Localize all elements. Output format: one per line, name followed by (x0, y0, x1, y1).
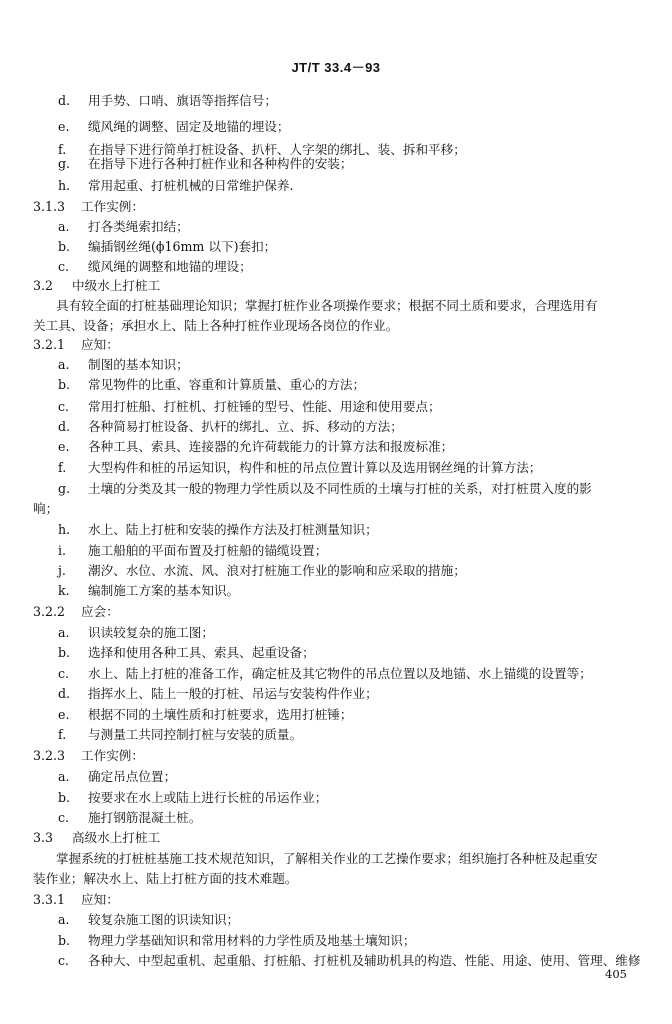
item-text: 物理力学基础知识和常用材料的力学性质及地基土壤知识； (88, 933, 416, 948)
item-label: e. (58, 707, 70, 722)
list-item (58, 154, 352, 173)
item-label: f. (58, 460, 67, 475)
list-item (58, 437, 453, 456)
item-label: d. (58, 419, 71, 434)
paragraph-line: 响； (33, 501, 59, 516)
page-header: JT/T 33.4－93 (291, 60, 381, 75)
section-heading (33, 746, 144, 765)
item-label: e. (58, 439, 70, 454)
item-text: 水上、陆上打桩和安装的操作方法及打桩测量知识； (88, 522, 378, 537)
list-item (58, 417, 403, 436)
item-text: 较复杂施工图的识读知识； (88, 912, 240, 927)
item-text: 常用起重、打桩机械的日常维护保养. (88, 178, 294, 193)
list-item (58, 808, 201, 827)
item-label: c. (58, 259, 70, 274)
section-number: 3.3 (33, 830, 54, 845)
item-text: 根据不同的土壤性质和打桩要求，选用打桩锤； (88, 707, 353, 722)
item-label: c. (58, 810, 70, 825)
list-item (58, 397, 441, 416)
list-item (58, 479, 592, 498)
item-label: h. (58, 178, 71, 193)
section-heading (33, 276, 160, 295)
list-item (58, 257, 252, 276)
paragraph-line: 具有较全面的打桩基础理论知识；掌握打桩作业各项操作要求；根据不同土质和要求，合理选用有 (56, 298, 598, 313)
list-item (58, 541, 327, 560)
section-number: 3.2.1 (33, 337, 66, 352)
section-title: 工作实例： (81, 199, 144, 214)
list-item (58, 520, 378, 539)
list-item (58, 237, 276, 256)
list-item (58, 664, 592, 683)
section-heading (33, 197, 144, 216)
item-text: 选择和使用各种工具、索具、起重设备； (88, 645, 315, 660)
item-label: e. (58, 119, 70, 134)
section-title: 高级水上打桩工 (72, 830, 161, 845)
item-text: 与测量工共同控制打桩与安装的质量。 (88, 727, 303, 742)
item-label: b. (58, 377, 71, 392)
paragraph-line: 装作业；解决水上、陆上打桩方面的技术难题。 (33, 871, 298, 886)
section-title: 工作实例： (81, 748, 144, 763)
list-item (58, 375, 365, 394)
item-text: 各种简易打桩设备、扒杆的绑扎、立、拆、移动的方法； (88, 419, 403, 434)
list-item (58, 643, 315, 662)
item-label: i. (58, 543, 67, 558)
item-text: 编插钢丝绳(ϕ16mm 以下)套扣； (88, 239, 277, 254)
list-item (58, 458, 541, 477)
item-label: c. (58, 666, 70, 681)
page-number: 405 (605, 967, 627, 981)
item-text: 指挥水上、陆上一般的打桩、吊运与安装构件作业； (88, 686, 378, 701)
item-label: b. (58, 645, 71, 660)
list-item (58, 217, 189, 236)
section-number: 3.1.3 (33, 199, 66, 214)
list-item (58, 91, 277, 110)
list-item (58, 684, 378, 703)
item-text: 水上、陆上打桩的准备工作，确定桩及其它物件的吊点位置以及地锚、水上锚缆的设置等； (88, 666, 592, 681)
item-label: g. (58, 481, 71, 496)
section-number: 3.2.2 (33, 604, 66, 619)
list-item (58, 176, 294, 195)
list-item (58, 951, 640, 970)
item-text: 常见物件的比重、容重和计算质量、重心的方法； (88, 377, 366, 392)
item-text: 识读较复杂的施工图； (88, 625, 214, 640)
section-title: 应知： (81, 892, 119, 907)
section-title: 应会： (81, 604, 119, 619)
section-heading (33, 335, 119, 354)
list-item (58, 725, 302, 744)
item-label: d. (58, 93, 71, 108)
section-title: 中级水上打桩工 (72, 278, 161, 293)
section-heading (33, 602, 119, 621)
item-label: c. (58, 399, 70, 414)
item-text: 制图的基本知识； (88, 357, 189, 372)
section-heading (33, 828, 160, 847)
item-text: 在指导下进行简单打桩设备、扒杆、人字架的绑扎、装、拆和平移； (88, 142, 466, 157)
item-text: 土壤的分类及其一般的物理力学性质以及不同性质的土壤与打桩的关系，对打桩贯入度的影 (88, 481, 592, 496)
item-text: 确定吊点位置； (88, 769, 177, 784)
item-label: d. (58, 686, 71, 701)
section-number: 3.3.1 (33, 892, 66, 907)
item-text: 打各类绳索扣结； (88, 219, 189, 234)
item-text: 缆风绳的调整和地锚的埋设； (88, 259, 252, 274)
list-item (58, 355, 189, 374)
item-text: 按要求在水上或陆上进行长桩的吊运作业； (88, 790, 328, 805)
section-number: 3.2 (33, 278, 54, 293)
paragraph-line: 关工具、设备；承担水上、陆上各种打桩作业现场各岗位的作业。 (33, 318, 399, 333)
item-label: a. (58, 357, 70, 372)
item-label: a. (58, 625, 70, 640)
item-text: 各种工具、索具、连接器的允许荷载能力的计算方法和报废标准； (88, 439, 454, 454)
item-text: 各种大、中型起重机、起重船、打桩船、打桩机及辅助机具的构造、性能、用途、使用、管理、维修 (87, 953, 641, 968)
list-item (58, 561, 466, 580)
item-text: 潮汐、水位、水流、风、浪对打桩施工作业的影响和应采取的措施； (88, 563, 466, 578)
item-label: b. (58, 933, 71, 948)
item-text: 用手势、口哨、旗语等指挥信号； (88, 93, 277, 108)
list-item (58, 931, 415, 950)
item-label: j. (58, 563, 66, 578)
item-text: 大型构件和桩的吊运知识，构件和桩的吊点位置计算以及选用钢丝绳的计算方法； (88, 460, 542, 475)
section-heading (33, 890, 119, 909)
item-label: h. (58, 522, 71, 537)
item-label: b. (58, 239, 71, 254)
item-text: 编制施工方案的基本知识。 (88, 583, 240, 598)
list-item (58, 581, 239, 600)
paragraph-line: 掌握系统的打桩桩基施工技术规范知识，了解相关作业的工艺操作要求；组织施打各种桩及起重安 (56, 851, 598, 866)
list-item (58, 910, 239, 929)
item-label: f. (58, 727, 67, 742)
item-label: a. (58, 912, 70, 927)
item-label: c. (58, 953, 70, 968)
item-label: b. (58, 790, 71, 805)
item-text: 常用打桩船、打桩机、打桩锤的型号、性能、用途和使用要点； (88, 399, 441, 414)
item-label: a. (58, 769, 70, 784)
section-title: 应知： (81, 337, 119, 352)
item-label: g. (58, 156, 71, 171)
list-item (58, 623, 214, 642)
list-item (58, 117, 290, 136)
list-item (58, 767, 176, 786)
item-text: 缆风绳的调整、固定及地锚的埋设； (88, 119, 290, 134)
item-label: k. (58, 583, 70, 598)
section-number: 3.2.3 (33, 748, 66, 763)
item-text: 施工船舶的平面布置及打桩船的锚缆设置； (88, 543, 328, 558)
item-label: a. (58, 219, 70, 234)
item-text: 在指导下进行各种打桩作业和各种构件的安装； (88, 156, 353, 171)
list-item (58, 788, 327, 807)
list-item (58, 705, 352, 724)
item-label: f. (58, 142, 67, 157)
item-text: 施打钢筋混凝土桩。 (88, 810, 202, 825)
